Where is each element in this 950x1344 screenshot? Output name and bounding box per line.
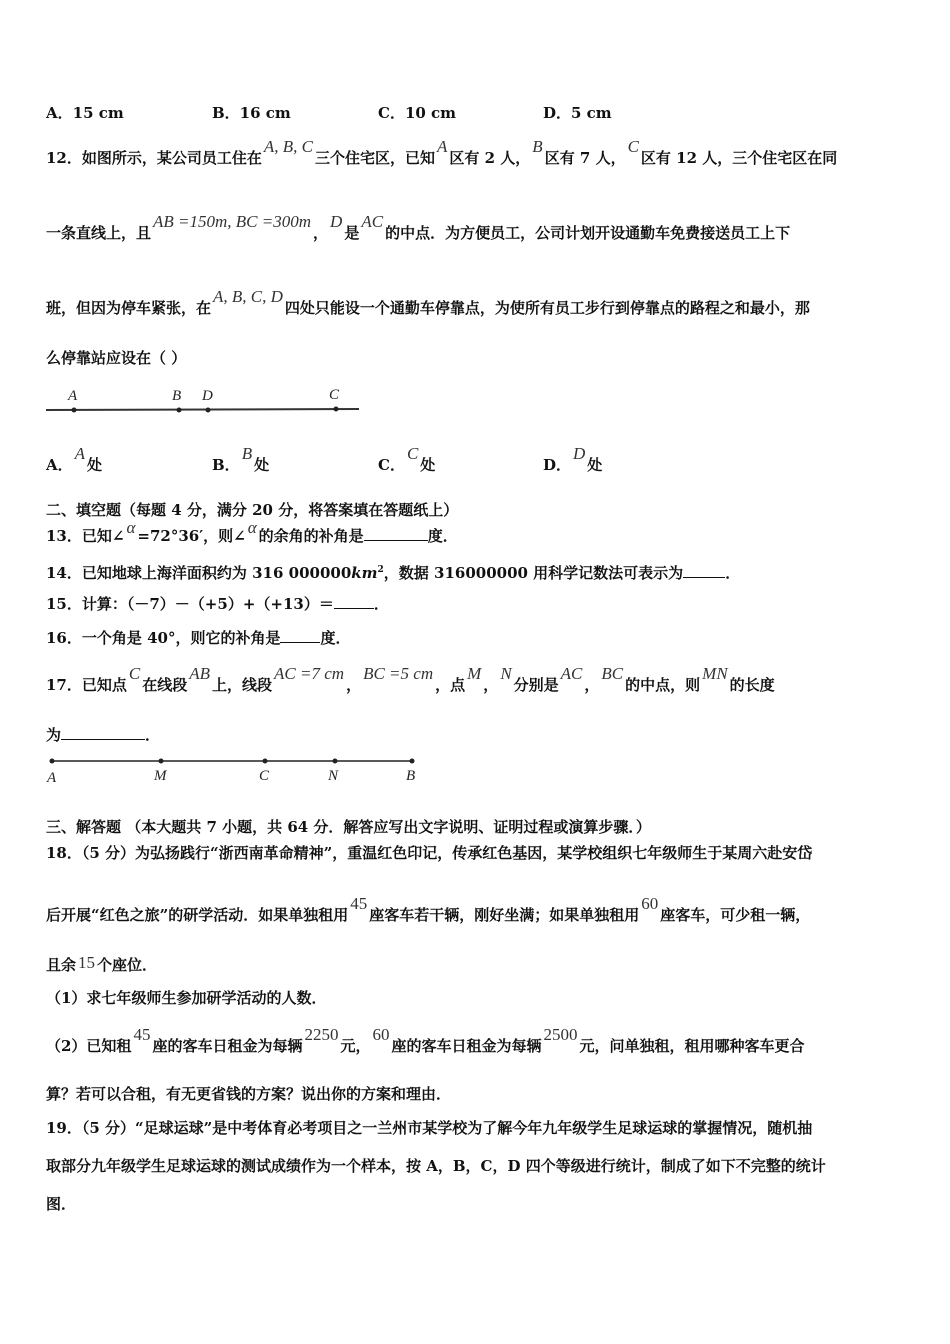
point-c [263, 759, 268, 764]
label-b: B [406, 768, 416, 784]
point-a [50, 759, 55, 764]
q13: 13．已知∠ α =72°36′，则∠ α 的余角的补角是 度． [46, 518, 458, 545]
q11-option-d: D．5 cm [543, 104, 612, 122]
point-n [333, 759, 338, 764]
q12-line-4: 么停靠站应设在（ ） [46, 349, 187, 367]
point-a [72, 408, 77, 413]
point-m [159, 759, 164, 764]
label-m: M [154, 768, 167, 784]
q12-option-c: C．C处 [378, 444, 436, 474]
point-b [410, 759, 415, 764]
q18-part-1: （1）求七年级师生参加研学活动的人数． [46, 989, 327, 1007]
section-3-heading: 三、解答题 （本大题共 7 小题，共 64 分．解答应写出文字说明、证明过程或演算步骤．） [46, 818, 651, 836]
label-d: D [202, 388, 213, 404]
label-c: C [259, 768, 270, 784]
q12-option-a: A．A处 [46, 444, 103, 474]
q17-line-figure [44, 752, 424, 788]
q11-option-b: B．16 cm [212, 104, 291, 122]
q12-line-2: 一条直线上，且AB =150m, BC =300m，D是AC的中点．为方便员工，公司计划开设通勤车免费接送员工上下 [46, 212, 791, 242]
q19-line-3: 图． [46, 1195, 77, 1213]
q19-line-2: 取部分九年级学生足球运球的测试成绩作为一个样本，按 A，B，C，D 四个等级进行统计，制成了如下不完整的统计 [46, 1157, 826, 1175]
label-b: B [172, 388, 182, 404]
q17-line-2: 为 ． [46, 726, 161, 744]
label-n: N [328, 768, 339, 784]
point-c [334, 407, 339, 412]
q12-option-d: D．D处 [543, 444, 603, 474]
q18-part-2: （2）已知租45座的客车日租金为每辆2250元，60座的客车日租金为每辆2500元，问单独租，租用哪种客车更合 [46, 1025, 805, 1055]
label-c: C [329, 387, 340, 403]
q15: 15．计算：（－7）－（+5）+（+13）＝ ． [46, 595, 389, 613]
q18-line-2: 后开展“红色之旅”的研学活动．如果单独租用45座客车若干辆，刚好坐满；如果单独租用60座客车，可少租一辆， [46, 894, 811, 924]
q12-line-1: 12．如图所示，某公司员工住在A, B, C三个住宅区，已知A区有 2 人，B区有 7 人，C区有 12 人，三个住宅区在同 [46, 137, 838, 167]
q18-line-1: 18．（5 分）为弘扬践行“浙西南革命精神”，重温红色印记，传承红色基因，某学校组织七年级师生于某周六赴安岱 [46, 844, 813, 862]
q11-option-a: A．15 cm [46, 104, 124, 122]
segment-line [46, 409, 359, 410]
q18-line-3: 且余 15 个座位． [46, 953, 158, 974]
label-a: A [47, 770, 57, 786]
q12-line-figure [44, 382, 364, 418]
q11-option-c: C．10 cm [378, 104, 457, 122]
q14: 14．已知地球上海洋面积约为 316 $000000km^2$，数据 316000000 用科学记数法可表示为 ． [46, 564, 741, 582]
section-2-heading: 二、填空题（每题 4 分，满分 20 分，将答案填在答题纸上） [46, 501, 459, 519]
q19-line-1: 19．（5 分）“足球运球”是中考体育必考项目之一兰州市某学校为了解今年九年级学生足球运球的掌握情况，随机抽 [46, 1119, 813, 1137]
point-b [177, 408, 182, 413]
q16: 16．一个角是 40°，则它的补角是 度． [46, 629, 351, 647]
label-a: A [68, 388, 78, 404]
q12-option-b: B．B处 [212, 444, 270, 474]
point-d [206, 408, 211, 413]
q12-line-3: 班，但因为停车紧张，在A, B, C, D四处只能设一个通勤车停靠点，为使所有员工步行到停靠点的路程之和最小，那 [46, 287, 810, 317]
q17-line-1: 17．已知点C在线段AB上，线段AC =7 cm，BC =5 cm，点M，N分别是AC，BC的中点，则MN的长度 [46, 664, 775, 694]
q18-part-2-cont: 算？若可以合租，有无更省钱的方案？说出你的方案和理由． [46, 1085, 452, 1103]
